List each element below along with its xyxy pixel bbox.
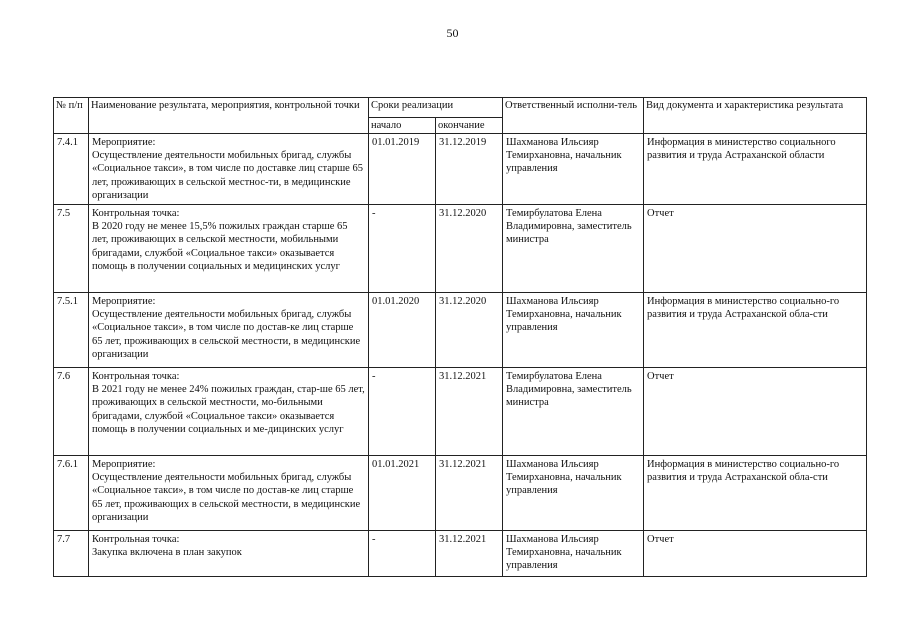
row-description: Осуществление деятельности мобильных бригад, службы «Социальное такси», в том числе по достав-ке лиц старше 65 лет, проживающих в сельской местности, в медицинские организации [92, 309, 361, 360]
row-document: Информация в министерство социально-го развития и труда Астраханской обла-сти [644, 293, 867, 368]
row-kind: Контрольная точка: [92, 371, 180, 383]
row-end-date: 31.12.2021 [436, 368, 503, 456]
row-kind: Контрольная точка: [92, 534, 180, 546]
header-doc: Вид документа и характеристика результата [644, 98, 867, 134]
row-responsible: Шахманова Ильсияр Темирхановна, начальник управления [503, 293, 644, 368]
row-title [89, 531, 369, 577]
row-number: 7.7 [54, 531, 89, 577]
header-terms: Сроки реализации [369, 98, 503, 118]
row-number: 7.5 [54, 205, 89, 293]
row-description: В 2021 году не менее 24% пожилых граждан, стар-ше 65 лет, проживающих в сельской местности, мо-бильными бригадами, службой «Социальное такси» оказывается помощь в получении социальных и ме-дицинских услуг [92, 384, 365, 435]
row-document: Отчет [644, 368, 867, 456]
row-start-date: - [369, 368, 436, 456]
row-start-date: 01.01.2021 [369, 456, 436, 531]
row-start-date: - [369, 531, 436, 577]
header-end: окончание [436, 118, 503, 134]
header-start: начало [369, 118, 436, 134]
row-end-date: 31.12.2020 [436, 293, 503, 368]
row-start-date: 01.01.2019 [369, 134, 436, 205]
row-document: Информация в министерство социально-го развития и труда Астраханской обла-сти [644, 456, 867, 531]
row-description: В 2020 году не менее 15,5% пожилых граждан старше 65 лет, проживающих в сельской местности, мобильными бригадами, службой «Социальное такси» оказывается помощь в получении социальных и медицинских услуг [92, 221, 348, 272]
row-number: 7.6.1 [54, 456, 89, 531]
row-title [89, 368, 369, 456]
row-start-date: - [369, 205, 436, 293]
row-title [89, 134, 369, 205]
page-number: 50 [446, 26, 459, 40]
table-row [54, 134, 867, 205]
row-responsible: Темирбулатова Елена Владимировна, заместитель министра [503, 205, 644, 293]
header-num: № п/п [54, 98, 89, 134]
row-description: Закупка включена в план закупок [92, 547, 242, 559]
row-end-date: 31.12.2019 [436, 134, 503, 205]
table-header [54, 98, 867, 134]
row-kind: Контрольная точка: [92, 208, 180, 220]
row-document: Отчет [644, 531, 867, 577]
row-document: Информация в министерство социального развития и труда Астраханской области [644, 134, 867, 205]
row-responsible: Шахманова Ильсияр Темирхановна, начальник управления [503, 134, 644, 205]
row-number: 7.5.1 [54, 293, 89, 368]
table-row [54, 368, 867, 456]
row-description: Осуществление деятельности мобильных бригад, службы «Социальное такси», в том числе по доставке лиц старше 65 лет, проживающих в сельской местнос-ти, в медицинские организации [92, 150, 363, 201]
table-row [54, 531, 867, 577]
row-number: 7.6 [54, 368, 89, 456]
row-end-date: 31.12.2021 [436, 531, 503, 577]
row-kind: Мероприятие: [92, 137, 156, 149]
row-description: Осуществление деятельности мобильных бригад, службы «Социальное такси», в том числе по достав-ке лиц старше 65 лет, проживающих в сельской местности, в медицинские организации [92, 472, 361, 523]
plan-table [53, 97, 867, 577]
row-kind: Мероприятие: [92, 296, 156, 308]
row-title [89, 456, 369, 531]
row-responsible: Темирбулатова Елена Владимировна, заместитель министра [503, 368, 644, 456]
row-title [89, 205, 369, 293]
row-number: 7.4.1 [54, 134, 89, 205]
row-end-date: 31.12.2021 [436, 456, 503, 531]
table-row [54, 456, 867, 531]
row-responsible: Шахманова Ильсияр Темирхановна, начальник управления [503, 456, 644, 531]
row-end-date: 31.12.2020 [436, 205, 503, 293]
row-start-date: 01.01.2020 [369, 293, 436, 368]
table-row [54, 205, 867, 293]
header-responsible: Ответственный исполни-тель [503, 98, 644, 134]
row-responsible: Шахманова Ильсияр Темирхановна, начальник управления [503, 531, 644, 577]
row-title [89, 293, 369, 368]
row-kind: Мероприятие: [92, 459, 156, 471]
row-document: Отчет [644, 205, 867, 293]
header-name: Наименование результата, мероприятия, контрольной точки [89, 98, 369, 134]
table-row [54, 293, 867, 368]
